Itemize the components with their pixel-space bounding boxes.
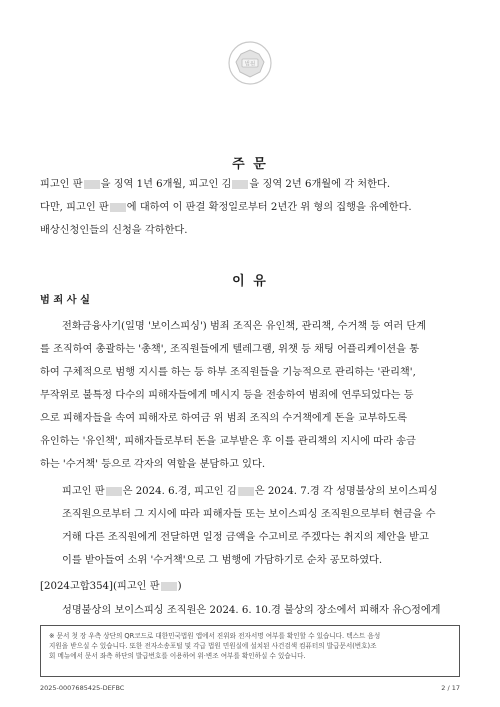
para1-line-1: 전화금융사기(일명 '보이스피싱') 범죄 조직은 유인책, 관리책, 수거책 등 여러 단계 <box>62 321 427 332</box>
para1-line-7: 하는 '수거책' 등으로 각자의 역할을 분담하고 있다. <box>40 459 266 470</box>
order-title: 주 문 <box>232 157 268 172</box>
para1-line-5: 으로 피해자들을 속여 피해자로 하여금 위 범죄 조직의 수거책에게 돈을 교부하도록 <box>40 413 407 424</box>
reasons-title: 이 유 <box>232 274 268 289</box>
svg-text:법원: 법원 <box>244 61 256 68</box>
para2-line-2: 조직원으로부터 그 지시에 따라 피해자들 또는 보이스피싱 조직원으로부터 현금을 수 <box>62 509 436 520</box>
para2-line-3: 거해 다른 조직원에게 전달하면 일정 금액을 수고비로 주겠다는 취지의 제안을 받고 <box>62 532 429 543</box>
redaction <box>106 487 122 496</box>
para1-line-3: 하여 구체적으로 범행 지시를 하는 등 하부 조직원들을 기능적으로 관리하는 '관리책', <box>40 367 416 378</box>
notice-line: 회 메뉴에서 문서 좌측 하단의 발급번호를 이용하여 위·변조 여부를 확인하실 수 있습니다. <box>49 652 306 660</box>
redaction <box>110 203 126 212</box>
order-line-2: 다만, 피고인 판 에 대하여 이 판결 확정일로부터 2년간 위 형의 집행을 유예한다. <box>40 202 412 213</box>
para1-line-2: 를 조직하여 총괄하는 '총책', 조직원들에게 텔레그램, 위챗 등 채팅 어플리케이션을 통 <box>40 344 420 355</box>
para3-line-1: 성명불상의 보이스피싱 조직원은 2024. 6. 10.경 불상의 장소에서 피해자 유○정에게 <box>62 605 441 616</box>
redaction <box>161 582 177 591</box>
notice-line: ※ 문서 첫 장 우측 상단의 QR코드로 대한민국법원 앱에서 진위와 전자서명 여부를 확인할 수 있습니다. 텍스트 음성 <box>49 632 381 640</box>
court-emblem-icon <box>227 40 273 86</box>
redaction <box>232 180 248 189</box>
para1-line-4: 무작위로 불특정 다수의 피해자들에게 메시지 등을 전송하여 범죄에 연루되었다는 등 <box>40 390 414 401</box>
issue-number: 2025-0007685425-DEFBC <box>40 684 125 692</box>
para2-line-4: 이를 받아들여 소위 '수거책'으로 그 범행에 가담하기로 순차 공모하였다. <box>62 555 383 566</box>
case-heading: [2024고합354](피고인 판 ) <box>40 581 182 592</box>
redaction <box>238 487 254 496</box>
notice-line: 지원을 받으실 수 있습니다. 또한 전자소송포털 및 각급 법원 민원실에 설치된 사건검색 컴퓨터의 발급문서(번호)조 <box>49 642 377 650</box>
order-line-3: 배상신청인들의 신청을 각하한다. <box>40 225 188 236</box>
section-heading: 범 죄 사 실 <box>40 295 91 306</box>
order-line-1: 피고인 판 을 징역 1년 6개월, 피고인 김 을 징역 2년 6개월에 각 처한다. <box>40 179 391 190</box>
para2-line-1: 피고인 판 은 2024. 6.경, 피고인 김 은 2024. 7.경 각 성명불상의 보이스피싱 <box>62 486 438 497</box>
page-number: 2 / 17 <box>441 684 460 692</box>
para1-line-6: 유인하는 '유인책', 피해자들로부터 돈을 교부받은 후 이를 관리책의 지시에 따라 송금 <box>40 436 416 447</box>
redaction <box>84 180 100 189</box>
verification-notice <box>40 625 460 677</box>
